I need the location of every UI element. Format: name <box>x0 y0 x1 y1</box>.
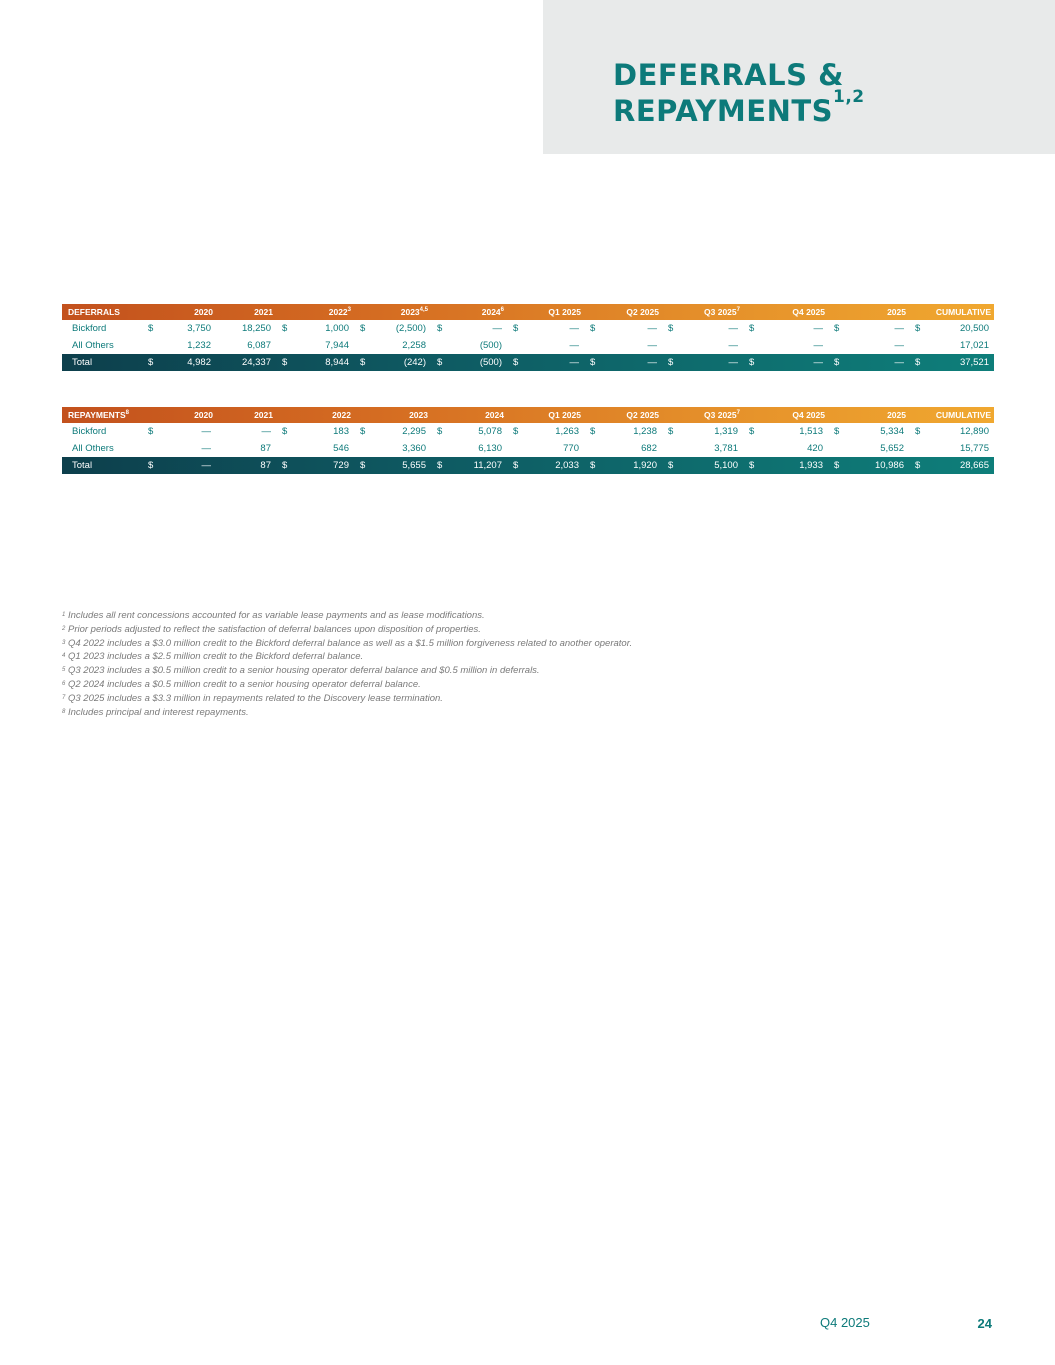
cell-value: — <box>813 340 823 351</box>
cell-value: 770 <box>563 443 579 454</box>
cell-value: 2,295 <box>402 426 426 437</box>
table-cell <box>431 457 507 474</box>
table-cell <box>909 337 994 354</box>
column-header-label: 2022 <box>332 410 351 420</box>
currency-symbol: $ <box>749 357 755 368</box>
table-cell <box>584 320 662 337</box>
deferrals-row <box>62 320 994 337</box>
title-line-2: REPAYMENTS <box>613 94 834 128</box>
title-panel <box>543 0 1055 154</box>
cell-value: 4,982 <box>187 357 211 368</box>
cell-value: — <box>201 460 211 471</box>
currency-symbol: $ <box>437 460 443 471</box>
currency-symbol: $ <box>437 357 443 368</box>
currency-symbol: $ <box>437 426 443 437</box>
row-label: Total <box>72 357 93 368</box>
cell-value: 1,263 <box>555 426 579 437</box>
footnote-ref: 3 <box>347 307 351 313</box>
currency-symbol: $ <box>749 426 755 437</box>
column-header-label: CUMULATIVE <box>935 307 991 317</box>
table-cell <box>507 440 584 457</box>
repayments-column-header <box>507 407 584 423</box>
title-line-1: DEFERRALS & <box>613 58 844 92</box>
cell-value: 87 <box>260 460 271 471</box>
currency-symbol: $ <box>282 357 288 368</box>
cell-value: 6,130 <box>478 443 502 454</box>
table-cell <box>909 423 994 440</box>
cell-value: 546 <box>333 443 349 454</box>
footnote-number: 5 <box>62 667 66 674</box>
cell-value: 1,232 <box>187 340 211 351</box>
table-cell <box>743 337 828 354</box>
row-label: Bickford <box>72 323 107 334</box>
table-cell <box>662 354 743 371</box>
footnote-ref: 6 <box>500 307 504 313</box>
currency-symbol: $ <box>513 426 519 437</box>
table-cell <box>584 423 662 440</box>
table-cell <box>909 354 994 371</box>
column-header-label: REPAYMENTS <box>68 410 126 420</box>
cell-value: — <box>647 340 657 351</box>
cell-value: 87 <box>260 443 271 454</box>
cell-value: — <box>201 426 211 437</box>
table-cell <box>142 337 216 354</box>
table-cell <box>216 440 276 457</box>
table-cell <box>584 457 662 474</box>
cell-value: 7,944 <box>325 340 349 351</box>
currency-symbol: $ <box>834 323 840 334</box>
repayments-header-row <box>62 407 994 423</box>
cell-value: 20,500 <box>959 323 989 334</box>
deferrals-body <box>62 320 994 371</box>
table-cell <box>354 320 431 337</box>
table-cell <box>431 440 507 457</box>
table-cell <box>662 423 743 440</box>
column-header-label: 2020 <box>194 307 213 317</box>
column-header-label: 2022 <box>328 307 348 317</box>
footnote-ref: 8 <box>125 410 129 416</box>
cell-value: — <box>569 357 579 368</box>
column-header-label: 2024 <box>485 410 504 420</box>
footnote-number: 6 <box>62 680 66 687</box>
table-cell <box>828 423 909 440</box>
cell-value: 5,078 <box>478 426 502 437</box>
column-header-label: 2021 <box>254 410 273 420</box>
table-cell <box>142 440 216 457</box>
page-footer <box>820 1315 995 1333</box>
footnote <box>62 706 862 720</box>
deferrals-column-header <box>62 304 142 320</box>
repayments-body <box>62 423 994 474</box>
table-cell <box>276 440 354 457</box>
currency-symbol: $ <box>668 460 674 471</box>
column-header-label: Q4 2025 <box>792 410 825 420</box>
table-cell <box>216 337 276 354</box>
cell-value: 3,360 <box>402 443 426 454</box>
cell-value: 420 <box>807 443 823 454</box>
column-header-label: Q4 2025 <box>792 307 825 317</box>
currency-symbol: $ <box>590 357 596 368</box>
currency-symbol: $ <box>834 460 840 471</box>
table-cell <box>584 337 662 354</box>
cell-value: 8,944 <box>325 357 349 368</box>
cell-value: 5,652 <box>880 443 904 454</box>
repayments-column-header <box>584 407 662 423</box>
repayments-row <box>62 440 994 457</box>
column-header-label: Q2 2025 <box>626 410 659 420</box>
cell-value: 5,100 <box>714 460 738 471</box>
footnote-text: Includes all rent concessions accounted for as variable lease payments and as lease modifications. <box>67 610 485 621</box>
repayments-column-header <box>909 407 994 423</box>
currency-symbol: $ <box>437 323 443 334</box>
footnote-number: 4 <box>62 653 66 660</box>
table-cell <box>507 337 584 354</box>
repayments-column-header <box>276 407 354 423</box>
footnote-number: 2 <box>62 625 66 632</box>
column-header-label: DEFERRALS <box>68 307 120 317</box>
table-cell <box>507 423 584 440</box>
cell-value: 12,890 <box>959 426 989 437</box>
cell-value: — <box>261 426 271 437</box>
table-cell <box>276 320 354 337</box>
table-cell <box>507 320 584 337</box>
cell-value: 2,033 <box>555 460 579 471</box>
table-cell <box>743 354 828 371</box>
footnote-number: 3 <box>62 639 66 646</box>
row-label: Bickford <box>72 426 107 437</box>
footnote-ref: 7 <box>736 410 740 416</box>
currency-symbol: $ <box>360 357 366 368</box>
repayments-column-header <box>743 407 828 423</box>
currency-symbol: $ <box>915 460 921 471</box>
cell-value: 15,775 <box>959 443 989 454</box>
table-cell <box>354 354 431 371</box>
table-cell <box>276 337 354 354</box>
table-cell <box>354 457 431 474</box>
cell-value: — <box>894 340 904 351</box>
cell-value: 1,238 <box>633 426 657 437</box>
currency-symbol: $ <box>513 357 519 368</box>
table-cell <box>828 320 909 337</box>
column-header-label: 2023 <box>409 410 428 420</box>
cell-value: (500) <box>479 357 502 368</box>
deferrals-column-header <box>354 304 431 320</box>
page-title <box>613 57 865 129</box>
cell-value: (242) <box>403 357 426 368</box>
footnote <box>62 692 862 706</box>
table-cell <box>909 457 994 474</box>
footnote <box>62 678 862 692</box>
deferrals-column-header <box>216 304 276 320</box>
footnote-ref: 4,5 <box>419 307 428 313</box>
currency-symbol: $ <box>148 323 154 334</box>
deferrals-column-header <box>743 304 828 320</box>
column-header-label: Q3 2025 <box>704 307 737 317</box>
cell-value: — <box>728 357 738 368</box>
cell-value: 1,920 <box>633 460 657 471</box>
currency-symbol: $ <box>148 460 154 471</box>
footnote-text: Q2 2024 includes a $0.5 million credit to a senior housing operator deferral balance. <box>67 678 421 690</box>
cell-value: 1,933 <box>799 460 823 471</box>
repayments-row <box>62 423 994 440</box>
currency-symbol: $ <box>513 323 519 334</box>
cell-value: — <box>894 323 904 334</box>
table-cell <box>276 457 354 474</box>
cell-value: 37,521 <box>959 357 989 368</box>
currency-symbol: $ <box>749 323 755 334</box>
footnote-number: 1 <box>62 612 66 618</box>
row-label: All Others <box>72 443 114 454</box>
footnote <box>62 609 862 623</box>
deferrals-column-header <box>142 304 216 320</box>
currency-symbol: $ <box>915 426 921 437</box>
deferrals-column-header <box>276 304 354 320</box>
currency-symbol: $ <box>668 426 674 437</box>
cell-value: 1,513 <box>799 426 823 437</box>
table-cell <box>507 354 584 371</box>
deferrals-table <box>62 304 994 371</box>
table-cell <box>828 354 909 371</box>
row-label: Total <box>72 460 93 471</box>
table-cell <box>354 440 431 457</box>
table-cell <box>276 423 354 440</box>
cell-value: — <box>569 323 579 334</box>
repayments-column-header <box>62 407 142 423</box>
page-number: 24 <box>977 1316 992 1331</box>
table-cell <box>431 423 507 440</box>
cell-value: — <box>569 340 579 351</box>
footnote <box>62 650 862 664</box>
cell-value: 6,087 <box>247 340 271 351</box>
repayments-column-header <box>662 407 743 423</box>
row-label: All Others <box>72 340 114 351</box>
table-cell <box>909 320 994 337</box>
cell-value: 18,250 <box>241 323 271 334</box>
footnote <box>62 664 862 678</box>
table-cell <box>662 337 743 354</box>
table-cell <box>828 440 909 457</box>
table-cell <box>828 457 909 474</box>
footnote <box>62 637 862 651</box>
table-cell <box>909 440 994 457</box>
deferrals-column-header <box>584 304 662 320</box>
deferrals-column-header <box>507 304 584 320</box>
table-cell <box>431 337 507 354</box>
footnote-text: Q3 2025 includes a $3.3 million in repayments related to the Discovery lease termination. <box>67 692 443 704</box>
repayments-row-total <box>62 457 994 474</box>
table-cell <box>431 320 507 337</box>
cell-value: 24,337 <box>241 357 271 368</box>
cell-value: 11,207 <box>473 460 502 471</box>
table-cell <box>216 320 276 337</box>
column-header-label: Q1 2025 <box>548 307 581 317</box>
cell-value: (2,500) <box>395 323 426 334</box>
table-cell <box>216 423 276 440</box>
cell-value: — <box>894 357 904 368</box>
currency-symbol: $ <box>148 357 154 368</box>
footnote-text: Q3 2023 includes a $0.5 million credit to a senior housing operator deferral balance and $0.5 million in deferrals. <box>67 665 540 677</box>
footnote-text: Q1 2023 includes a $2.5 million credit to the Bickford deferral balance. <box>67 651 364 663</box>
table-cell <box>142 457 216 474</box>
column-header-label: 2024 <box>481 307 501 317</box>
table-cell <box>743 440 828 457</box>
column-header-label: 2021 <box>254 307 273 317</box>
cell-value: — <box>647 357 657 368</box>
cell-value: — <box>813 357 823 368</box>
currency-symbol: $ <box>282 426 288 437</box>
table-cell <box>354 337 431 354</box>
footnotes <box>62 609 862 719</box>
currency-symbol: $ <box>834 426 840 437</box>
column-header-label: 2025 <box>887 410 906 420</box>
footnote-ref: 7 <box>736 307 740 313</box>
deferrals-column-header <box>662 304 743 320</box>
column-header-label: CUMULATIVE <box>935 410 991 420</box>
column-header-label: 2023 <box>400 307 420 317</box>
cell-value: — <box>201 443 211 454</box>
deferrals-column-header <box>828 304 909 320</box>
table-cell <box>354 423 431 440</box>
cell-value: 729 <box>333 460 349 471</box>
table-cell <box>584 354 662 371</box>
currency-symbol: $ <box>360 323 366 334</box>
currency-symbol: $ <box>148 426 154 437</box>
table-cell <box>142 423 216 440</box>
column-header-label: 2020 <box>194 410 213 420</box>
currency-symbol: $ <box>360 426 366 437</box>
currency-symbol: $ <box>590 323 596 334</box>
column-header-label: Q1 2025 <box>548 410 581 420</box>
table-cell <box>743 457 828 474</box>
table-cell <box>276 354 354 371</box>
currency-symbol: $ <box>513 460 519 471</box>
deferrals-column-header <box>909 304 994 320</box>
currency-symbol: $ <box>668 357 674 368</box>
currency-symbol: $ <box>668 323 674 334</box>
deferrals-header-row <box>62 304 994 320</box>
deferrals-row-total <box>62 354 994 371</box>
currency-symbol: $ <box>282 460 288 471</box>
repayments-column-header <box>431 407 507 423</box>
table-cell <box>662 440 743 457</box>
cell-value: — <box>728 323 738 334</box>
title-footnote-ref: 1,2 <box>833 87 865 107</box>
cell-value: (500) <box>479 340 502 351</box>
cell-value: 183 <box>333 426 349 437</box>
column-header-label: Q3 2025 <box>704 410 737 420</box>
repayments-column-header <box>354 407 431 423</box>
cell-value: — <box>813 323 823 334</box>
table-cell <box>507 457 584 474</box>
table-cell <box>431 354 507 371</box>
report-period: Q4 2025 <box>820 1315 870 1330</box>
footnote-text: Q4 2022 includes a $3.0 million credit to the Bickford deferral balance as well as a $1.5 million forgiveness related to another operator. <box>67 637 633 649</box>
table-cell <box>743 320 828 337</box>
currency-symbol: $ <box>590 460 596 471</box>
table-cell <box>662 457 743 474</box>
table-cell <box>142 354 216 371</box>
repayments-table <box>62 407 994 474</box>
table-cell <box>828 337 909 354</box>
repayments-column-header <box>216 407 276 423</box>
column-header-label: 2025 <box>887 307 906 317</box>
table-cell <box>584 440 662 457</box>
currency-symbol: $ <box>590 426 596 437</box>
table-cell <box>216 457 276 474</box>
footnote-text: Includes principal and interest repayments. <box>67 706 249 718</box>
repayments-column-header <box>828 407 909 423</box>
cell-value: — <box>647 323 657 334</box>
cell-value: 28,665 <box>959 460 989 471</box>
cell-value: 17,021 <box>959 340 989 351</box>
deferrals-row <box>62 337 994 354</box>
cell-value: 3,750 <box>187 323 211 334</box>
deferrals-column-header <box>431 304 507 320</box>
table-cell <box>743 423 828 440</box>
cell-value: 1,319 <box>714 426 738 437</box>
currency-symbol: $ <box>749 460 755 471</box>
cell-value: 5,334 <box>880 426 904 437</box>
footnote <box>62 623 862 637</box>
cell-value: 10,986 <box>874 460 904 471</box>
cell-value: — <box>492 323 502 334</box>
repayments-column-header <box>142 407 216 423</box>
cell-value: 3,781 <box>714 443 738 454</box>
table-cell <box>142 320 216 337</box>
table-cell <box>216 354 276 371</box>
cell-value: 1,000 <box>325 323 349 334</box>
currency-symbol: $ <box>915 357 921 368</box>
cell-value: 5,655 <box>402 460 426 471</box>
cell-value: 682 <box>641 443 657 454</box>
column-header-label: Q2 2025 <box>626 307 659 317</box>
cell-value: 2,258 <box>402 340 426 351</box>
currency-symbol: $ <box>834 357 840 368</box>
table-cell <box>662 320 743 337</box>
cell-value: — <box>728 340 738 351</box>
currency-symbol: $ <box>915 323 921 334</box>
footnote-number: 7 <box>62 694 66 701</box>
footnote-number: 8 <box>62 708 66 715</box>
currency-symbol: $ <box>282 323 288 334</box>
currency-symbol: $ <box>360 460 366 471</box>
footnote-text: Prior periods adjusted to reflect the satisfaction of deferral balances upon disposition of properties. <box>67 623 481 635</box>
